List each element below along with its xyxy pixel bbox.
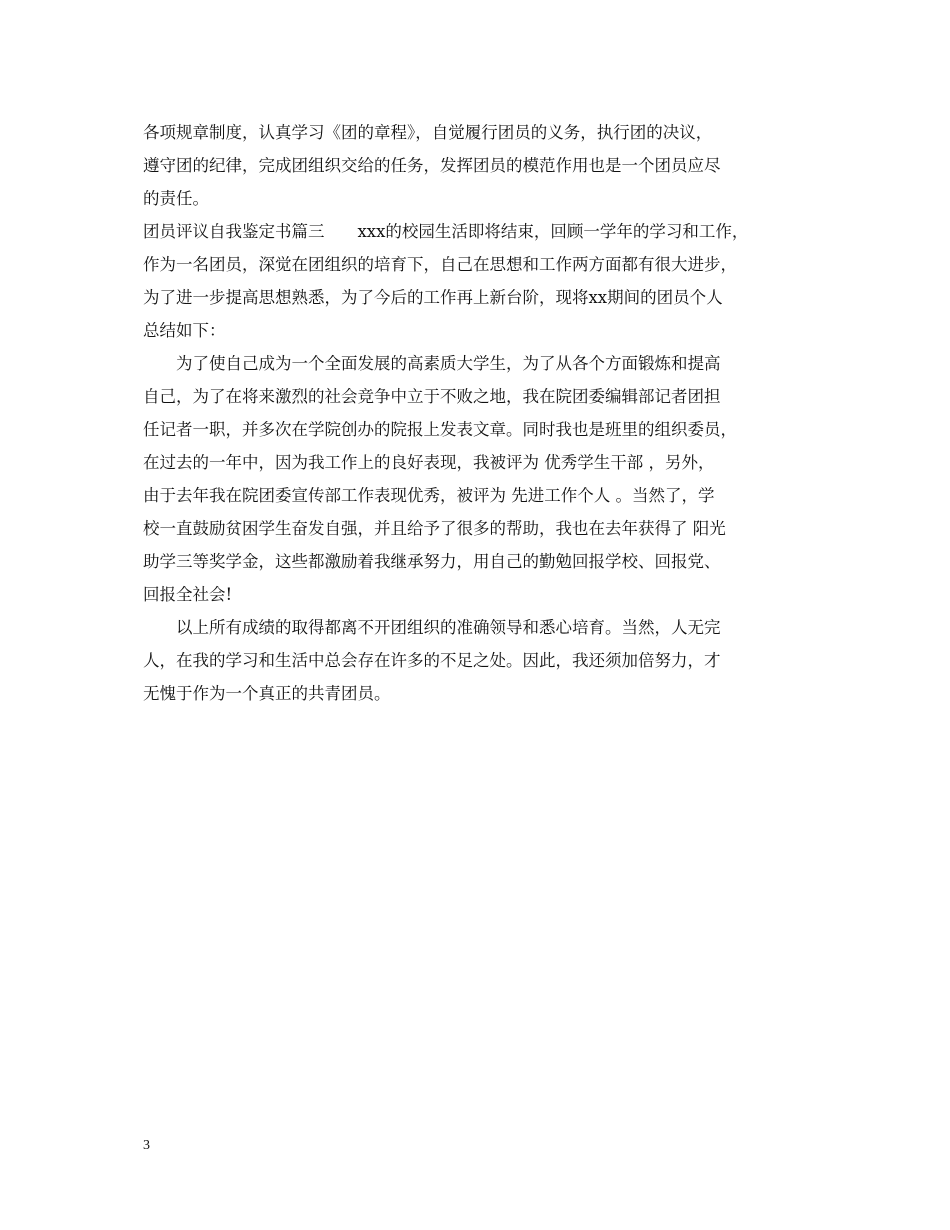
section-heading-line: 团员评议自我鉴定书篇三 xxx的校园生活即将结束，回顾一学年的学习和工作， [143,222,749,241]
text-line: 在过去的一年中，因为我工作上的良好表现，我被评为 优秀学生干部 ，另外， [143,453,715,472]
text-line: 总结如下： [143,321,226,340]
text-line: 为了进一步提高思想熟悉，为了今后的工作再上新台阶，现将xx期间的团员个人 [143,288,723,307]
text-line: 校一直鼓励贫困学生奋发自强，并且给予了很多的帮助，我也在去年获得了 阳光 [143,519,726,538]
text-line: 由于去年我在院团委宣传部工作表现优秀，被评为 先进工作个人 。当然了，学 [143,486,715,505]
text-line: 遵守团的纪律，完成团组织交给的任务，发挥团员的模范作用也是一个团员应尽 [143,156,721,175]
text-line: 自己，为了在将来激烈的社会竞争中立于不败之地，我在院团委编辑部记者团担 [143,387,721,406]
text-line: 作为一名团员，深觉在团组织的培育下，自己在思想和工作两方面都有很大进步， [143,255,737,274]
document-body [143,116,843,710]
text-line: 的责任。 [143,189,209,208]
paragraph-start-line: 以上所有成绩的取得都离不开团组织的准确领导和悉心培育。当然，人无完 [176,618,721,637]
text-line: 各项规章制度，认真学习《团的章程》，自觉履行团员的义务，执行团的决议， [143,123,713,142]
text-line: 无愧于作为一个真正的共青团员。 [143,684,391,703]
text-line: 任记者一职，并多次在学院创办的院报上发表文章。同时我也是班里的组织委员， [143,420,737,439]
text-line: 助学三等奖学金，这些都激励着我继承努力，用自己的勤勉回报学校、回报党、 [143,552,721,571]
text-line: 人，在我的学习和生活中总会存在许多的不足之处。因此，我还须加倍努力，才 [143,651,721,670]
page-number: 3 [143,1138,150,1153]
text-line: 回报全社会! [143,585,233,604]
paragraph-start-line: 为了使自己成为一个全面发展的高素质大学生，为了从各个方面锻炼和提高 [176,354,721,373]
